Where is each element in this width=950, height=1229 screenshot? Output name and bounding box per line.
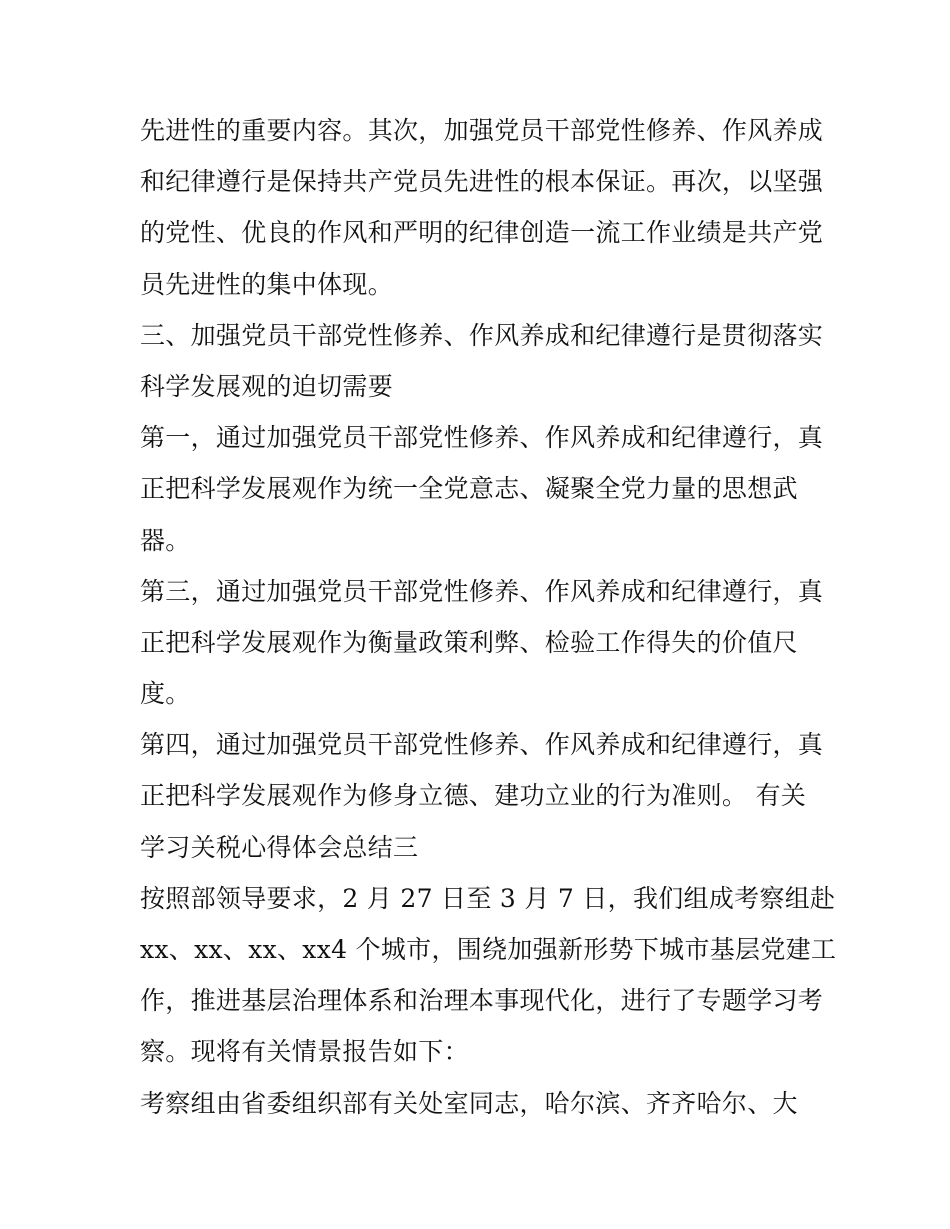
section-heading: 三、加强党员干部党性修养、作风养成和纪律遵行是贯彻落实 (140, 320, 824, 350)
text-line: 第三，通过加强党员干部党性修养、作风养成和纪律遵行，真 (140, 576, 824, 606)
text-line: xx、xx、xx、xx4 个城市，围绕加强新形势下城市基层党建工 (140, 935, 837, 964)
text-line: 和纪律遵行是保持共产党员先进性的根本保证。再次，以坚强 (140, 167, 824, 197)
text-line: 先进性的重要内容。其次，加强党员干部党性修养、作风养成 (140, 116, 824, 145)
section-heading: 科学发展观的迫切需要 (140, 371, 394, 401)
text-line: 作，推进基层治理体系和治理本事现代化，进行了专题学习考 (140, 986, 824, 1016)
text-line: 正把科学发展观作为统一全党意志、凝聚全党力量的思想武 (140, 474, 798, 504)
text-line: 度。 (140, 679, 191, 709)
text-line: 正把科学发展观作为修身立德、建功立业的行为准则。 有关 (140, 781, 807, 811)
text-line: 察。现将有关情景报告如下： (140, 1037, 469, 1067)
document-body (140, 105, 837, 1129)
text-line: 按照部领导要求，2 月 27 日至 3 月 7 日，我们组成考察组赴 (140, 883, 836, 913)
text-line: 员先进性的集中体现。 (140, 269, 394, 299)
text-line: 第四，通过加强党员干部党性修养、作风养成和纪律遵行，真 (140, 730, 824, 760)
text-line: 第一，通过加强党员干部党性修养、作风养成和纪律遵行，真 (140, 423, 824, 453)
text-line: 器。 (140, 525, 191, 555)
text-line: 考察组由省委组织部有关处室同志，哈尔滨、齐齐哈尔、大 (140, 1088, 798, 1118)
text-line: 的党性、优良的作风和严明的纪律创造一流工作业绩是共产党 (140, 218, 824, 248)
section-title: 学习关税心得体会总结三 (140, 832, 419, 862)
text-line: 正把科学发展观作为衡量政策利弊、检验工作得失的价值尺 (140, 627, 798, 657)
